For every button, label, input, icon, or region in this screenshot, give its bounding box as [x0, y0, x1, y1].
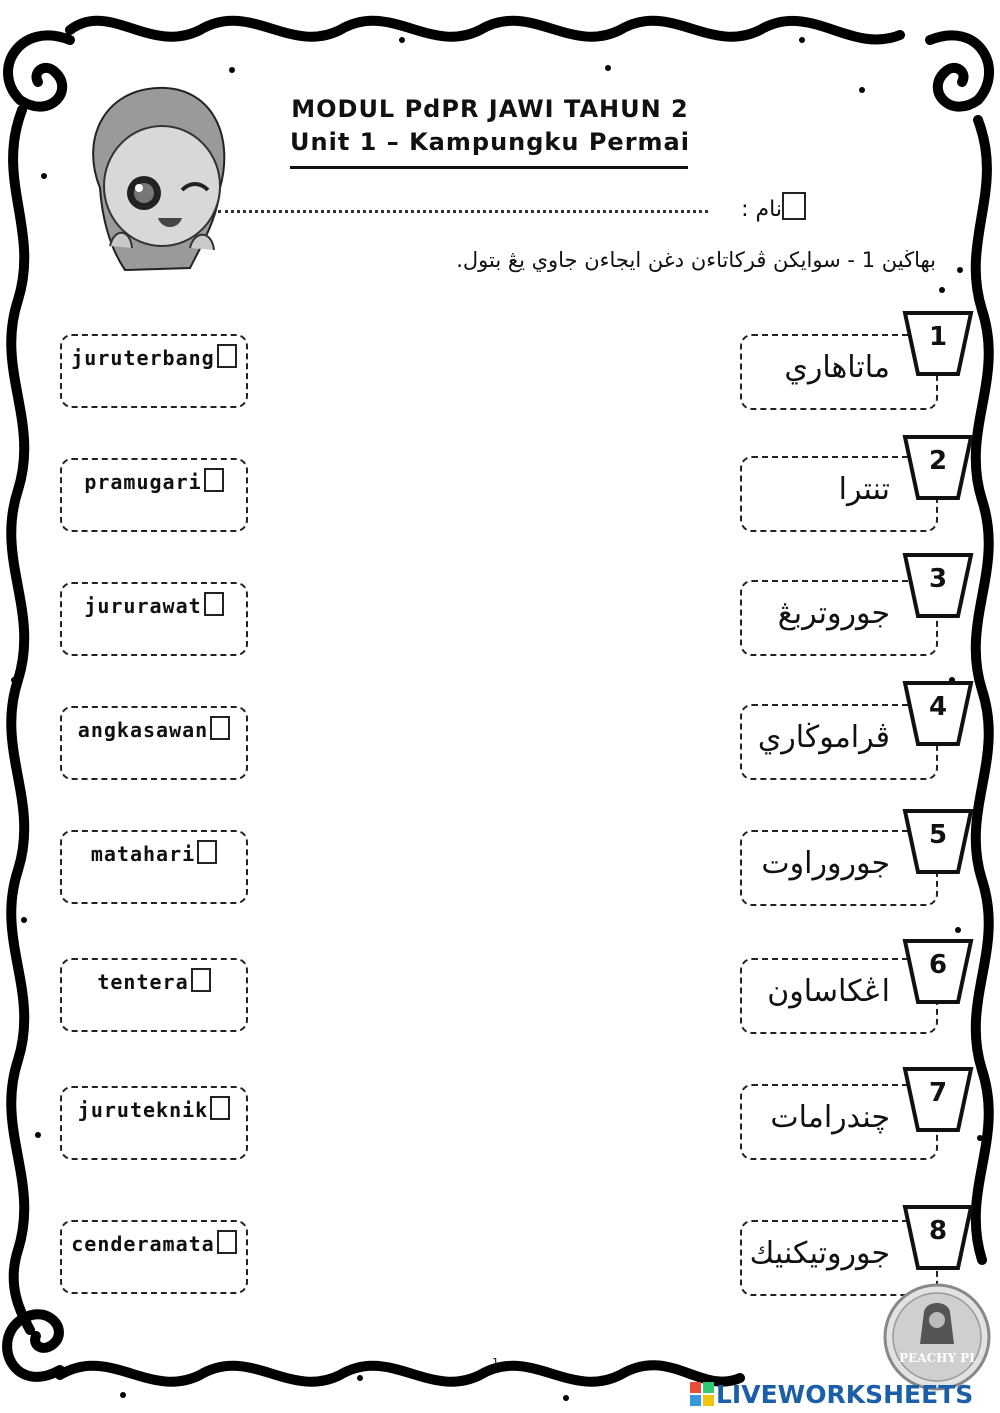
number-tag	[902, 434, 974, 502]
name-input-line[interactable]	[218, 210, 708, 213]
jawi-word: جوروراوت	[761, 846, 890, 881]
rumi-word-card[interactable]	[60, 1086, 248, 1160]
missing-glyph-box	[204, 468, 224, 492]
number-tag-label: 6	[928, 950, 948, 980]
missing-glyph-box	[782, 192, 806, 220]
rumi-word-card[interactable]	[60, 582, 248, 656]
rumi-word: juruterbang	[71, 346, 215, 370]
jawi-word: ڤراموڬاري	[757, 720, 890, 755]
rumi-word: cenderamata	[71, 1232, 215, 1256]
rumi-word: jururawat	[84, 594, 202, 618]
jawi-word: ماتاهاري	[784, 350, 890, 385]
rumi-word-card[interactable]	[60, 830, 248, 904]
brand-text: LIVEWORKSHEETS	[716, 1380, 974, 1409]
number-tag-label: 7	[928, 1078, 948, 1108]
rumi-word-card[interactable]	[60, 334, 248, 408]
name-label-text: نام :	[741, 197, 782, 222]
missing-glyph-box	[210, 716, 230, 740]
jawi-word: چندرامات	[770, 1100, 890, 1135]
jawi-word: جوروتيكنيك	[749, 1236, 890, 1271]
missing-glyph-box	[204, 592, 224, 616]
worksheet-title: MODUL PdPR JAWI TAHUN 2	[291, 95, 689, 123]
peachy-pi-stamp-logo	[882, 1282, 992, 1392]
jawi-word: جوروتربڠ	[777, 596, 890, 631]
girl-mascot-illustration	[70, 78, 240, 278]
rumi-word: matahari	[90, 842, 196, 866]
worksheet-subtitle: Unit 1 – Kampungku Permai	[290, 128, 690, 156]
number-tag-label: 5	[928, 820, 948, 850]
rumi-word-card[interactable]	[60, 958, 248, 1032]
missing-glyph-box	[197, 840, 217, 864]
rumi-word: juruteknik	[77, 1098, 209, 1122]
rumi-word: angkasawan	[77, 718, 209, 742]
missing-glyph-box	[217, 344, 237, 368]
number-tag	[902, 310, 974, 378]
number-tag	[902, 552, 974, 620]
number-tag	[902, 1204, 974, 1272]
rumi-word-card[interactable]	[60, 1220, 248, 1294]
number-tag-label: 8	[928, 1216, 948, 1246]
rumi-word-card[interactable]	[60, 706, 248, 780]
number-tag-label: 1	[928, 322, 948, 352]
liveworksheets-logo[interactable]	[690, 1380, 1000, 1413]
jawi-word: اڠكاساون	[767, 974, 890, 1009]
page-number: 1	[492, 1356, 499, 1369]
missing-glyph-box	[217, 1230, 237, 1254]
rumi-word-card[interactable]	[60, 458, 248, 532]
number-tag	[902, 680, 974, 748]
liveworksheets-mark-icon	[690, 1382, 714, 1406]
number-tag	[902, 808, 974, 876]
rumi-word: pramugari	[84, 470, 202, 494]
title-underline	[290, 166, 688, 169]
stamp-text: PEACHY PI	[899, 1351, 975, 1365]
rumi-word: tentera	[97, 970, 189, 994]
number-tag	[902, 938, 974, 1006]
number-tag	[902, 1066, 974, 1134]
missing-glyph-box	[210, 1096, 230, 1120]
number-tag-label: 3	[928, 564, 948, 594]
number-tag-label: 2	[928, 446, 948, 476]
jawi-word: تنترا	[838, 472, 890, 507]
missing-glyph-box	[191, 968, 211, 992]
name-label	[706, 192, 806, 222]
instruction-text: بهاڬين 1 - سوايكن ڤركاتاءن دغن ايجاءن جاوي يڠ بتول.	[456, 248, 936, 272]
number-tag-label: 4	[928, 692, 948, 722]
